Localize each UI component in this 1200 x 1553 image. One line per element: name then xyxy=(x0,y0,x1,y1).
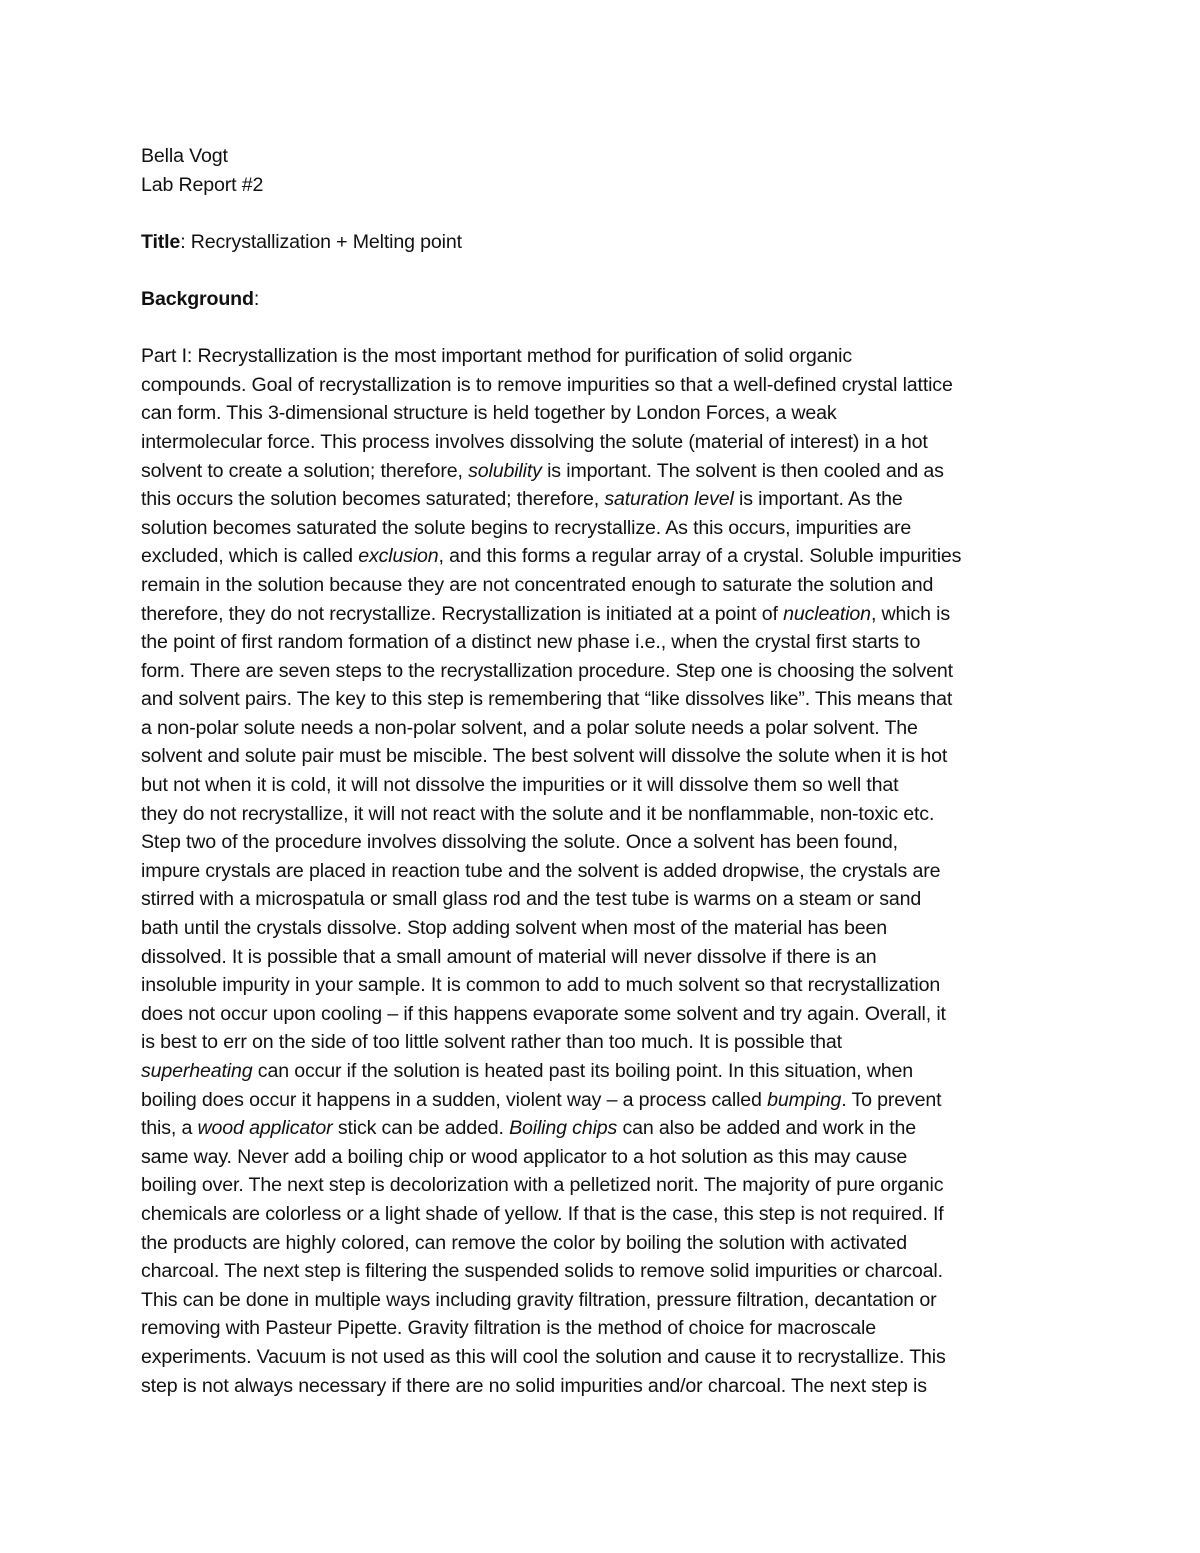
title-line xyxy=(141,228,1061,257)
paragraph-line xyxy=(141,914,1061,943)
paragraph-line xyxy=(141,1143,1061,1172)
text-run: a non-polar solute needs a non-polar solvent, and a polar solute needs a polar solvent. The xyxy=(141,716,918,739)
background-heading xyxy=(141,285,1061,314)
paragraph-line xyxy=(141,371,1061,400)
paragraph-line xyxy=(141,857,1061,886)
paragraph-line xyxy=(141,628,1061,657)
text-run: charcoal. The next step is filtering the suspended solids to remove solid impurities or charcoal. xyxy=(141,1260,943,1283)
text-run: intermolecular force. This process involves dissolving the solute (material of interest) in a hot xyxy=(141,430,928,453)
paragraph-line xyxy=(141,1343,1061,1372)
text-run: is best to err on the side of too little solvent rather than too much. It is possible that xyxy=(141,1031,842,1054)
text-run: Step two of the procedure involves dissolving the solute. Once a solvent has been found, xyxy=(141,831,898,854)
text-run: step is not always necessary if there are no solid impurities and/or charcoal. The next step is xyxy=(141,1374,927,1397)
paragraph-line xyxy=(141,742,1061,771)
text-run: impure crystals are placed in reaction tube and the solvent is added dropwise, the crystals are xyxy=(141,859,941,882)
text-run: does not occur upon cooling – if this happens evaporate some solvent and try again. Overall, it xyxy=(141,1002,946,1025)
paragraph-line xyxy=(141,685,1061,714)
paragraph-line xyxy=(141,1057,1061,1086)
paragraph-line xyxy=(141,457,1061,486)
background-paragraph xyxy=(141,342,1061,1400)
paragraph-line xyxy=(141,399,1061,428)
paragraph-line xyxy=(141,1086,1061,1115)
text-run: is important. As the xyxy=(733,488,903,511)
text-run: , which is xyxy=(870,602,951,625)
italic-term: bumping xyxy=(767,1088,842,1111)
italic-term: wood applicator xyxy=(197,1117,333,1140)
text-run: this, a xyxy=(141,1117,198,1140)
paragraph-line xyxy=(141,971,1061,1000)
text-run: can form. This 3-dimensional structure is held together by London Forces, a weak xyxy=(141,402,837,425)
paragraph-line xyxy=(141,571,1061,600)
title-text: : Recrystallization + Melting point xyxy=(180,230,462,253)
paragraph-line xyxy=(141,485,1061,514)
paragraph-line xyxy=(141,514,1061,543)
paragraph-line xyxy=(141,1000,1061,1029)
text-run: Part I: Recrystallization is the most important method for purification of solid organic xyxy=(141,345,852,368)
text-run: stirred with a microspatula or small glass rod and the test tube is warms on a steam or sand xyxy=(141,888,922,911)
paragraph-line xyxy=(141,600,1061,629)
paragraph-line xyxy=(141,1286,1061,1315)
text-run: boiling over. The next step is decolorization with a pelletized norit. The majority of pure organic xyxy=(141,1174,944,1197)
paragraph-line xyxy=(141,428,1061,457)
text-run: solution becomes saturated the solute begins to recrystallize. As this occurs, impurities are xyxy=(141,516,912,539)
paragraph-line xyxy=(141,542,1061,571)
text-run: is important. The solvent is then cooled and as xyxy=(541,459,944,482)
text-run: remain in the solution because they are not concentrated enough to saturate the solution and xyxy=(141,573,934,596)
text-run: This can be done in multiple ways including gravity filtration, pressure filtration, decantation or xyxy=(141,1288,937,1311)
text-run: but not when it is cold, it will not dissolve the impurities or it will dissolve them so well that xyxy=(141,774,899,797)
text-run: form. There are seven steps to the recrystallization procedure. Step one is choosing the solvent xyxy=(141,659,953,682)
text-run: the point of first random formation of a distinct new phase i.e., when the crystal first starts to xyxy=(141,631,921,654)
spacer xyxy=(141,256,1061,285)
text-run: the products are highly colored, can remove the color by boiling the solution with activated xyxy=(141,1231,908,1254)
text-run: therefore, they do not recrystallize. Recrystallization is initiated at a point of xyxy=(141,602,784,625)
text-run: , and this forms a regular array of a crystal. Soluble impurities xyxy=(438,545,962,568)
text-run: solvent to create a solution; therefore, xyxy=(141,459,469,482)
text-run: solvent and solute pair must be miscible. The best solvent will dissolve the solute when it is hot xyxy=(141,745,948,768)
title-label: Title xyxy=(141,230,181,253)
author-name: Bella Vogt xyxy=(141,145,228,167)
paragraph-line xyxy=(141,342,1061,371)
text-run: stick can be added. xyxy=(332,1117,510,1140)
text-run: compounds. Goal of recrystallization is to remove impurities so that a well-defined crystal lattice xyxy=(141,373,953,396)
paragraph-line xyxy=(141,885,1061,914)
background-label: Background xyxy=(141,287,254,310)
paragraph-line xyxy=(141,657,1061,686)
text-run: can occur if the solution is heated past its boiling point. In this situation, when xyxy=(252,1060,914,1082)
italic-term: Boiling chips xyxy=(509,1117,618,1140)
paragraph-line xyxy=(141,1372,1061,1401)
text-run: . To prevent xyxy=(841,1088,942,1111)
text-run: experiments. Vacuum is not used as this will cool the solution and cause it to recrystallize. This xyxy=(141,1345,946,1368)
background-colon: : xyxy=(253,287,260,310)
spacer xyxy=(141,199,1061,228)
paragraph-line xyxy=(141,1200,1061,1229)
text-run: same way. Never add a boiling chip or wood applicator to a hot solution as this may cause xyxy=(141,1145,908,1168)
italic-term: superheating xyxy=(141,1060,253,1082)
text-run: can also be added and work in the xyxy=(617,1117,916,1140)
italic-term: nucleation xyxy=(783,602,871,625)
text-run: bath until the crystals dissolve. Stop adding solvent when most of the material has been xyxy=(141,917,887,940)
text-run: they do not recrystallize, it will not react with the solute and it be nonflammable, non-toxic etc. xyxy=(141,802,935,825)
paragraph-line xyxy=(141,943,1061,972)
text-run: chemicals are colorless or a light shade of yellow. If that is the case, this step is not required. If xyxy=(141,1202,944,1225)
italic-term: solubility xyxy=(468,459,542,482)
paragraph-line xyxy=(141,1257,1061,1286)
paragraph-line xyxy=(141,800,1061,829)
paragraph-line xyxy=(141,1028,1061,1057)
text-run: and solvent pairs. The key to this step is remembering that “like dissolves like”. This means that xyxy=(141,688,953,711)
paragraph-line xyxy=(141,714,1061,743)
report-number: Lab Report #2 xyxy=(141,173,264,196)
paragraph-line xyxy=(141,1171,1061,1200)
document-body xyxy=(141,142,1061,1400)
italic-term: saturation level xyxy=(604,488,734,511)
paragraph-line xyxy=(141,1314,1061,1343)
text-run: dissolved. It is possible that a small amount of material will never dissolve if there is an xyxy=(141,945,877,968)
spacer xyxy=(141,314,1061,343)
paragraph-line xyxy=(141,1114,1061,1143)
paragraph-line xyxy=(141,771,1061,800)
text-run: insoluble impurity in your sample. It is common to add to much solvent so that recrystallization xyxy=(141,974,941,997)
text-run: removing with Pasteur Pipette. Gravity filtration is the method of choice for macroscale xyxy=(141,1317,876,1340)
paragraph-line xyxy=(141,828,1061,857)
italic-term: exclusion xyxy=(358,545,439,568)
text-run: this occurs the solution becomes saturated; therefore, xyxy=(141,488,605,511)
text-run: boiling does occur it happens in a sudden, violent way – a process called xyxy=(141,1088,768,1111)
paragraph-line xyxy=(141,1229,1061,1258)
text-run: excluded, which is called xyxy=(141,545,359,568)
